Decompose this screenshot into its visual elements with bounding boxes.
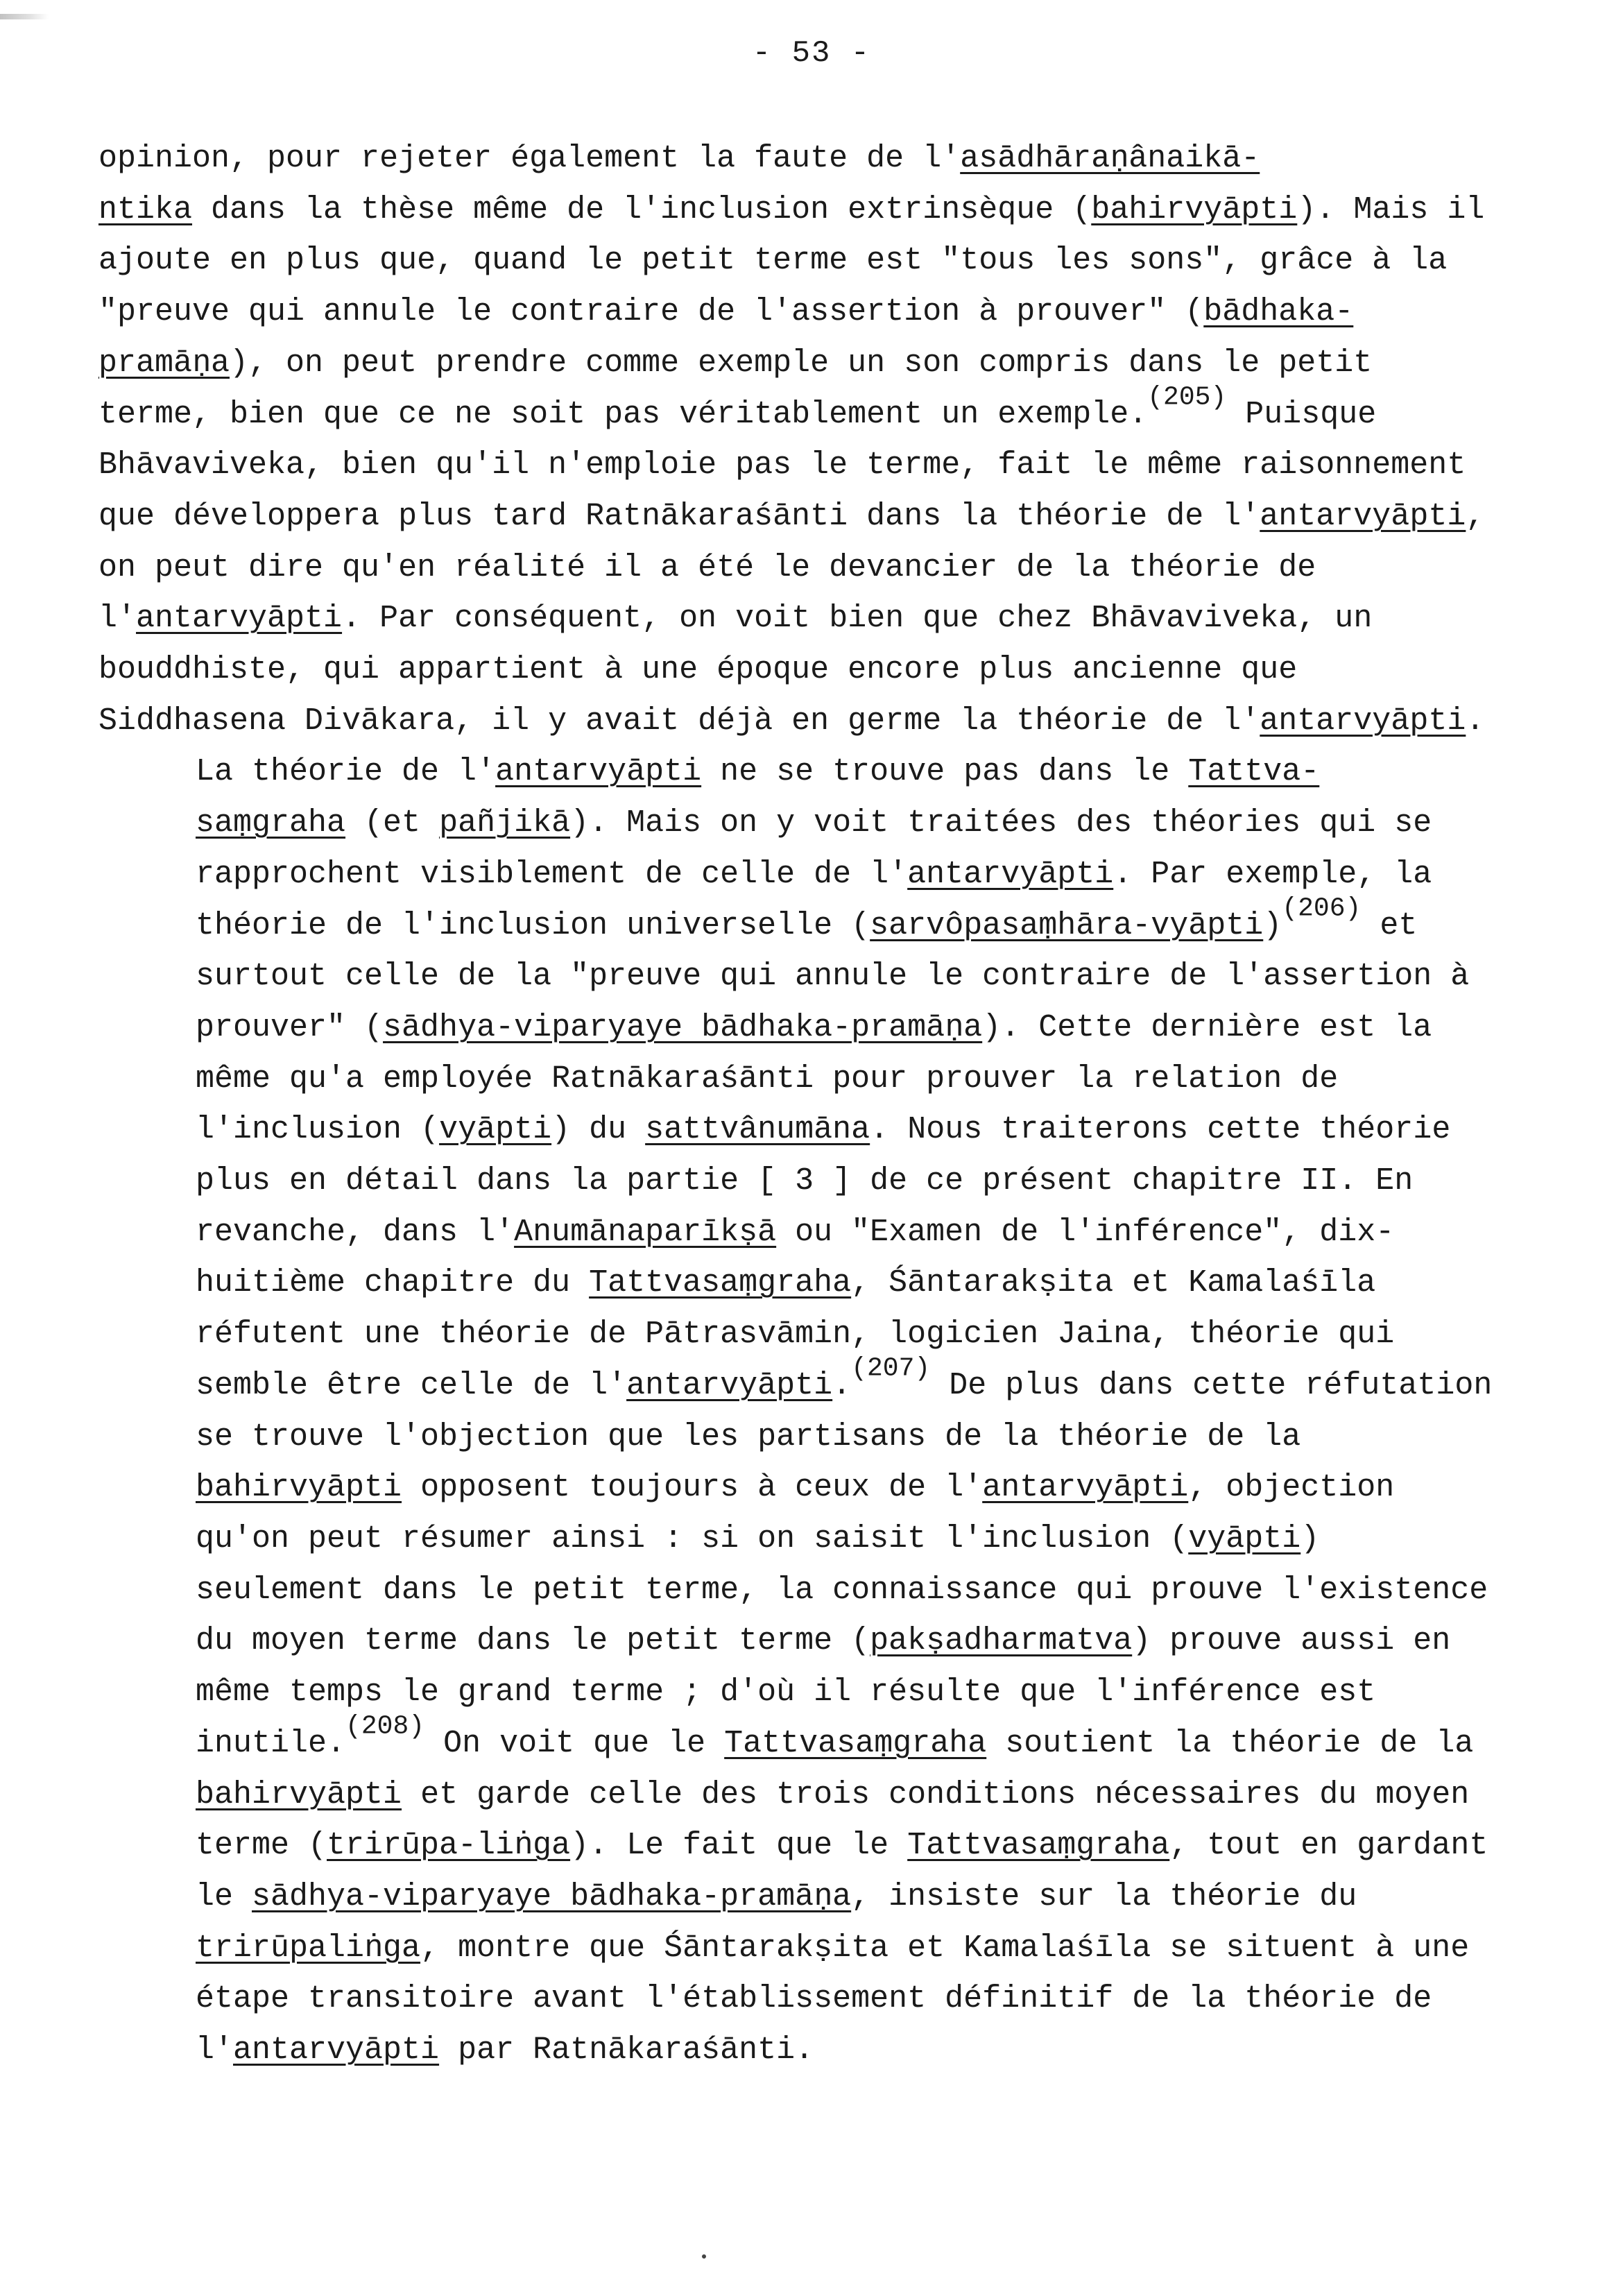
term: pakṣadharmatva <box>870 1623 1133 1659</box>
text-run: ). Mais il ajoute en plus que, quand le petit terme est "tous les sons", grâce à la "preuve qui annule le contraire de l'assertion à prouver" ( <box>98 191 1504 330</box>
term: saṃgraha <box>196 805 346 841</box>
footnote-ref: (206) <box>1282 893 1362 923</box>
term: pañjikā <box>439 805 571 841</box>
term: Tattva- <box>1188 754 1320 790</box>
text-run: , insiste sur la théorie du <box>851 1878 1376 1914</box>
term: antarvyāpti <box>1260 703 1466 739</box>
page-number: - 53 - <box>752 36 871 71</box>
paragraph-2 <box>98 746 1511 2075</box>
text-run: De plus dans cette réfutation se trouve l'objection que les partisans de la théorie de la <box>196 1367 1511 1455</box>
text-run: ) du <box>551 1112 646 1148</box>
text-run: Puisque Bhāvaviveka, bien qu'il n'emploie pas le terme, fait le même raisonnement que développera plus tard Ratnākaraśānti dans la théorie de l' <box>98 396 1485 534</box>
text-run: (et <box>345 805 440 841</box>
page-body <box>98 133 1511 2076</box>
term: Anumānaparīkṣā <box>514 1214 777 1250</box>
text-run: . Par conséquent, on voit bien que chez Bhāvaviveka, un bouddhiste, qui appartient à une époque encore plus ancienne que Siddhasena Divākara, il y avait déjà en germe la théorie de l' <box>98 601 1391 739</box>
text-run: ). Mais on y voit traitées des théories qui se rapprochent visiblement de celle de l' <box>196 805 1451 892</box>
text-run: ) prouve aussi en même temps le grand terme ; d'où il résulte que l'inférence est inutile. <box>196 1623 1470 1761</box>
text-run: , on peut dire qu'en réalité il a été le devancier de la théorie de l' <box>98 498 1504 637</box>
footnote-ref: (208) <box>345 1711 425 1742</box>
term: bahirvyāpti <box>196 1776 402 1813</box>
paragraph-1 <box>98 133 1504 746</box>
term: trirūpa-liṅga <box>327 1828 571 1864</box>
term: vyāpti <box>1188 1520 1301 1557</box>
scan-artifact <box>0 14 49 19</box>
text-run: ), on peut prendre comme exemple un son compris dans le petit terme, bien que ce ne soit pas véritablement un exemple. <box>98 345 1391 432</box>
text-run: opposent toujours à ceux de l' <box>402 1470 983 1506</box>
text-run: . Nous traiterons cette théorie plus en détail dans la partie [ 3 ] de ce présent chapitre II. En revanche, dans l' <box>196 1112 1470 1250</box>
text-run: . Par exemple, la théorie de l'inclusion universelle ( <box>196 856 1451 943</box>
text-run: dans la thèse même de l'inclusion extrinsèque ( <box>192 191 1092 228</box>
term: bahirvyāpti <box>196 1470 402 1506</box>
term: sādhya-viparyaye bādhaka-pramāṇa <box>252 1878 852 1914</box>
term: Tattvasaṃgraha <box>589 1265 852 1301</box>
text-run: ) <box>1263 907 1282 943</box>
text-run: opinion, pour rejeter également la faute de l' <box>98 141 961 176</box>
text-run: ). Le fait que le <box>570 1828 908 1864</box>
text-run: par Ratnākaraśānti. <box>439 2032 814 2068</box>
term: antarvyāpti <box>982 1470 1189 1506</box>
term: vyāpti <box>439 1112 552 1148</box>
text-run: La théorie de l' <box>196 754 496 790</box>
term: antarvyāpti <box>495 754 702 790</box>
text-run: et surtout celle de la "preuve qui annule le contraire de l'assertion à prouver" ( <box>196 907 1488 1045</box>
ink-dot <box>702 2254 706 2259</box>
text-run: ) seulement dans le petit terme, la connaissance qui prouve l'existence du moyen terme dans le petit terme ( <box>196 1520 1507 1659</box>
term: Tattvasaṃgraha <box>907 1828 1170 1864</box>
term: bahirvyāpti <box>1091 191 1298 228</box>
term: antarvyāpti <box>233 2032 440 2068</box>
term: asādhāraṇânaikā- <box>960 141 1260 176</box>
text-run: , Śāntarakṣita et Kamalaśīla réfutent une théorie de Pātrasvāmin, logicien Jaina, théorie qui semble être celle de l' <box>196 1265 1414 1403</box>
text-run: ou "Examen de l'inférence", dix-huitième chapitre du <box>196 1214 1395 1301</box>
footnote-ref: (205) <box>1147 382 1227 412</box>
term: sattvânumāna <box>645 1112 870 1148</box>
text-run: , objection qu'on peut résumer ainsi : si on saisit l'inclusion ( <box>196 1470 1414 1557</box>
term: antarvyāpti <box>907 856 1114 892</box>
term: Tattvasaṃgraha <box>724 1725 987 1761</box>
footnote-ref: (207) <box>851 1353 931 1384</box>
text-run: ne se trouve pas dans le <box>701 754 1189 790</box>
term: trirūpaliṅga <box>196 1930 421 1966</box>
term: bādhaka-pramāṇa <box>98 294 1354 381</box>
text-run: et garde celle des trois conditions nécessaires du moyen terme ( <box>196 1776 1488 1864</box>
text-run: . <box>1466 703 1485 739</box>
text-run: On voit que le <box>424 1725 725 1761</box>
term: antarvyāpti <box>1260 498 1466 534</box>
term: antarvyāpti <box>136 601 343 637</box>
term: ntika <box>98 191 193 228</box>
text-run: soutient la théorie de la <box>986 1725 1493 1761</box>
text-run: ). Cette dernière est la même qu'a employée Ratnākaraśānti pour prouver la relation de l'inclusion ( <box>196 1009 1451 1148</box>
term: sādhya-viparyaye bādhaka-pramāṇa <box>383 1009 983 1045</box>
text-run: , tout en gardant le <box>196 1828 1507 1914</box>
term: sarvôpasaṃhāra-vyāpti <box>870 907 1264 943</box>
text-run: . <box>832 1367 852 1403</box>
term: antarvyāpti <box>626 1367 833 1403</box>
text-run: , montre que Śāntarakṣita et Kamalaśīla se situent à une étape transitoire avant l'établissement définitif de la théorie de l' <box>196 1930 1488 2068</box>
